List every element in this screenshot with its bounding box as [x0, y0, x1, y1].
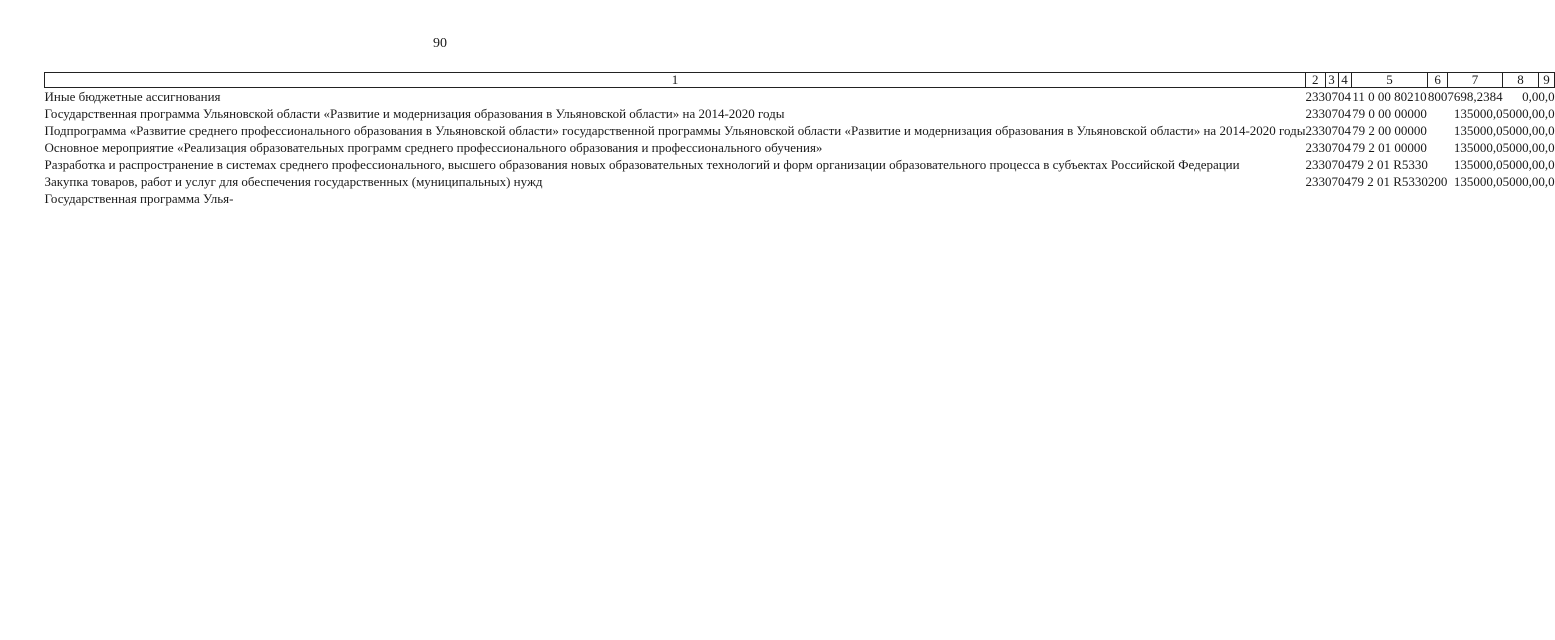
column-header-6: 6 [1428, 73, 1448, 88]
cell-amount-2020 [1503, 190, 1539, 207]
cell-code: 233 [1305, 89, 1325, 104]
cell-target-article: 79 2 01 00000 [1352, 140, 1427, 155]
page-number: 90 [433, 36, 447, 51]
cell-expense-type [1428, 156, 1448, 173]
cell-subsection [1338, 190, 1351, 207]
column-header-5: 5 [1351, 73, 1428, 88]
cell-amount-2020: 5000,0 [1502, 140, 1539, 155]
column-header-3: 3 [1325, 73, 1338, 88]
cell-amount-2021: 0,0 [1538, 123, 1555, 138]
cell-subsection: 04 [1338, 140, 1351, 155]
column-header-9: 9 [1538, 73, 1554, 88]
row-description: Подпрограмма «Развитие среднего профессионального образования в Ульяновской области» государственной программы Ульяновской области «Развитие и модернизация образования в Ульяновской области» на 2014-2020 годы [44, 123, 1306, 138]
header-row [45, 73, 1555, 88]
cell-subsection: 04 [1338, 157, 1351, 172]
cell-amount-2019: 135000,0 [1453, 123, 1503, 138]
cell-section: 07 [1325, 89, 1338, 104]
table-row [45, 105, 1555, 122]
row-description: Иные бюджетные ассигнования [44, 89, 221, 104]
cell-amount-2019 [1447, 190, 1502, 207]
cell-amount-2019: 135000,0 [1453, 174, 1503, 189]
column-header-2: 2 [1306, 73, 1326, 88]
cell-amount-2019: 135000,0 [1453, 157, 1503, 172]
cell-amount-2020: 0,0 [1522, 89, 1539, 104]
cell-amount-2021 [1538, 190, 1554, 207]
table-row [45, 122, 1555, 139]
cell-expense-type [1428, 122, 1448, 139]
cell-section: 07 [1325, 174, 1338, 189]
cell-section: 07 [1325, 123, 1338, 138]
cell-amount-2020: 5000,0 [1502, 106, 1539, 121]
column-header-1: 1 [45, 73, 1306, 88]
cell-expense-type [1428, 139, 1448, 156]
cell-code: 233 [1305, 123, 1325, 138]
cell-code [1306, 190, 1326, 207]
cell-section: 07 [1325, 157, 1338, 172]
cell-amount-2020: 5000,0 [1502, 123, 1539, 138]
column-header-8: 8 [1503, 73, 1539, 88]
budget-table [44, 72, 1555, 207]
row-description: Государственная программа Улья- [44, 191, 234, 206]
table-row [45, 173, 1555, 190]
cell-code: 233 [1305, 157, 1325, 172]
table-row [45, 190, 1555, 207]
cell-target-article: 79 0 00 00000 [1352, 106, 1427, 121]
cell-amount-2021: 0,0 [1538, 157, 1555, 172]
cell-amount-2020: 5000,0 [1502, 157, 1539, 172]
cell-subsection: 04 [1338, 106, 1351, 121]
column-header-4: 4 [1338, 73, 1351, 88]
cell-section: 07 [1325, 140, 1338, 155]
row-description: Разработка и распространение в системах среднего профессионального, высшего образования новых образовательных технологий и форм организации образовательного процесса в субъектах Российской Федерации [44, 157, 1240, 172]
cell-subsection: 04 [1338, 174, 1351, 189]
cell-expense-type [1428, 105, 1448, 122]
cell-target-article: 79 2 01 R5330 [1351, 157, 1428, 172]
row-description: Государственная программа Ульяновской области «Развитие и модернизация образования в Ульяновской области» на 2014-2020 годы [44, 106, 785, 121]
table-row [45, 156, 1555, 173]
cell-target-article: 79 2 00 00000 [1352, 123, 1427, 138]
cell-target-article: 79 2 01 R5330 [1351, 174, 1428, 189]
cell-amount-2020: 5000,0 [1502, 174, 1539, 189]
cell-code: 233 [1305, 106, 1325, 121]
cell-expense-type: 200 [1427, 174, 1448, 189]
cell-expense-type: 800 [1427, 89, 1448, 104]
cell-code: 233 [1305, 140, 1325, 155]
row-description: Закупка товаров, работ и услуг для обеспечения государственных (муниципальных) нужд [44, 174, 543, 189]
cell-subsection: 04 [1338, 123, 1351, 138]
cell-target-article [1351, 190, 1428, 207]
cell-amount-2021: 0,0 [1538, 140, 1555, 155]
cell-amount-2021: 0,0 [1538, 89, 1555, 104]
cell-expense-type [1428, 190, 1448, 207]
cell-section [1325, 190, 1338, 207]
cell-amount-2019: 135000,0 [1453, 106, 1503, 121]
cell-subsection: 04 [1338, 89, 1351, 104]
table-row [45, 88, 1555, 106]
cell-target-article: 11 0 00 80210 [1352, 89, 1427, 104]
cell-amount-2021: 0,0 [1538, 174, 1555, 189]
cell-amount-2021: 0,0 [1538, 106, 1555, 121]
cell-section: 07 [1325, 106, 1338, 121]
cell-amount-2019: 7698,2384 [1447, 89, 1503, 104]
cell-code: 233 [1305, 174, 1325, 189]
column-header-7: 7 [1447, 73, 1502, 88]
row-description: Основное мероприятие «Реализация образовательных программ среднего профессионального образования и профессионального обучения» [44, 140, 823, 155]
table-row [45, 139, 1555, 156]
cell-amount-2019: 135000,0 [1453, 140, 1503, 155]
